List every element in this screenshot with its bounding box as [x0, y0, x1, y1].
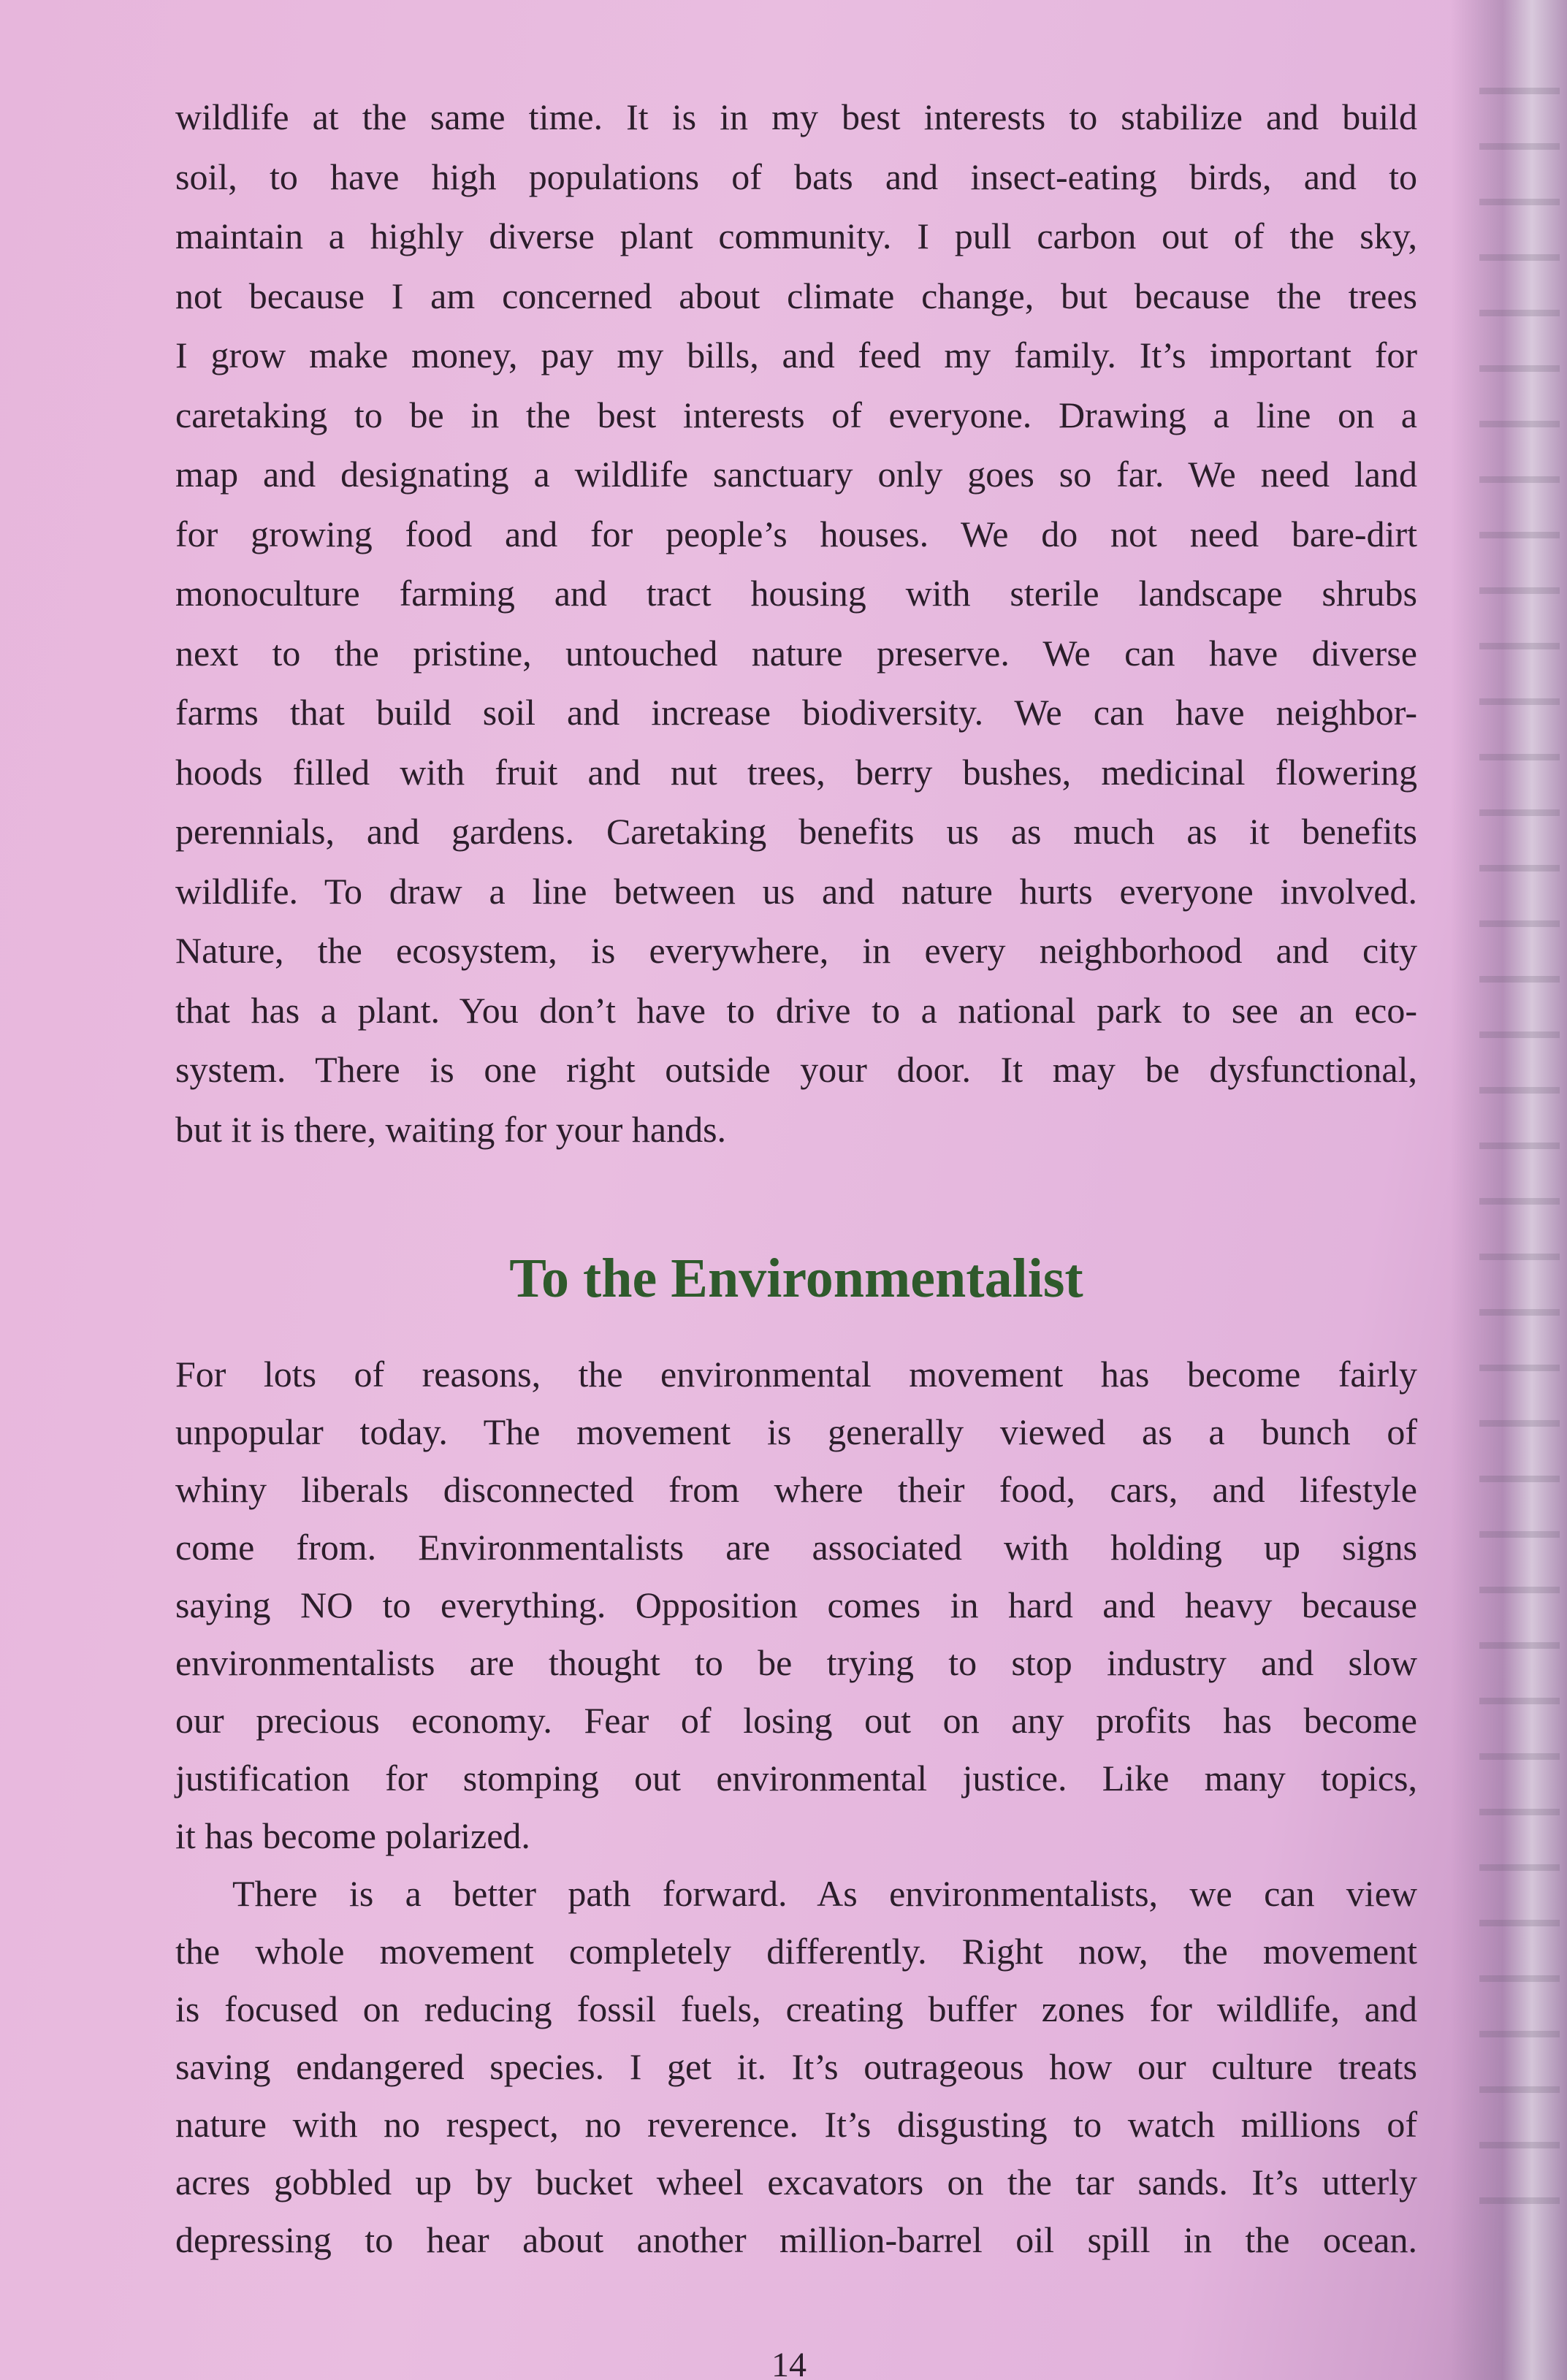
text-line: is focused on reducing fossil fuels, creating buffer zones for wildlife, and	[175, 1988, 1417, 2029]
text-line: soil, to have high populations of bats and insect-eating birds, and to	[175, 156, 1417, 197]
text-line: wildlife at the same time. It is in my best interests to stabilize and build	[175, 96, 1417, 137]
text-line: it has become polarized.	[175, 1815, 530, 1856]
text-line: I grow make money, pay my bills, and feed my family. It’s important for	[175, 335, 1417, 375]
text-line: that has a plant. You don’t have to drive to a national park to see an eco-	[175, 989, 1417, 1031]
text-line: There is a better path forward. As environmentalists, we can view	[232, 1873, 1417, 1914]
text-line: nature with no respect, no reverence. It’s disgusting to watch millions of	[175, 2104, 1417, 2145]
top-paragraph	[175, 88, 1417, 1159]
text-line: Nature, the ecosystem, is everywhere, in every neighborhood and city	[175, 930, 1417, 971]
section-body	[175, 1346, 1417, 2269]
text-line: system. There is one right outside your door. It may be dysfunctional,	[175, 1049, 1417, 1090]
text-line: For lots of reasons, the environmental movement has become fairly	[175, 1354, 1417, 1395]
text-line: the whole movement completely differently. Right now, the movement	[175, 1931, 1417, 1972]
text-line: saying NO to everything. Opposition comes in hard and heavy because	[175, 1584, 1417, 1625]
text-line: justification for stomping out environmental justice. Like many topics,	[175, 1758, 1417, 1799]
text-line: map and designating a wildlife sanctuary only goes so far. We need land	[175, 454, 1417, 495]
section-heading: To the Environmentalist	[509, 1248, 1083, 1309]
text-line: for growing food and for people’s houses. We do not need bare-dirt	[175, 513, 1417, 554]
text-line: acres gobbled up by bucket wheel excavators on the tar sands. It’s utterly	[175, 2162, 1417, 2202]
text-line: caretaking to be in the best interests of everyone. Drawing a line on a	[175, 394, 1417, 435]
text-line: monoculture farming and tract housing with sterile landscape shrubs	[175, 573, 1417, 614]
text-line: perennials, and gardens. Caretaking benefits us as much as it benefits	[175, 811, 1417, 852]
text-line: unpopular today. The movement is generally viewed as a bunch of	[175, 1411, 1417, 1452]
text-line: whiny liberals disconnected from where their food, cars, and lifestyle	[175, 1469, 1417, 1510]
text-line: maintain a highly diverse plant community. I pull carbon out of the sky,	[175, 216, 1417, 256]
text-line: not because I am concerned about climate change, but because the trees	[175, 275, 1417, 316]
text-line: hoods filled with fruit and nut trees, berry bushes, medicinal flowering	[175, 751, 1417, 793]
text-line: wildlife. To draw a line between us and nature hurts everyone involved.	[175, 870, 1417, 912]
text-line: our precious economy. Fear of losing out on any profits has become	[175, 1700, 1417, 1741]
page-number: 14	[771, 2351, 807, 2380]
text-line: next to the pristine, untouched nature preserve. We can have diverse	[175, 632, 1417, 674]
text-line: but it is there, waiting for your hands.	[175, 1108, 727, 1150]
text-line: environmentalists are thought to be trying to stop industry and slow	[175, 1642, 1417, 1683]
text-line: saving endangered species. I get it. It’s outrageous how our culture treats	[175, 2046, 1417, 2087]
text-line: depressing to hear about another million-barrel oil spill in the ocean.	[175, 2219, 1417, 2260]
text-line: come from. Environmentalists are associated with holding up signs	[175, 1527, 1417, 1568]
page-edge-shadow	[1450, 0, 1567, 2380]
adjacent-page-text-bleed	[1479, 88, 1560, 2206]
text-line: farms that build soil and increase biodiversity. We can have neighbor-	[175, 692, 1417, 733]
